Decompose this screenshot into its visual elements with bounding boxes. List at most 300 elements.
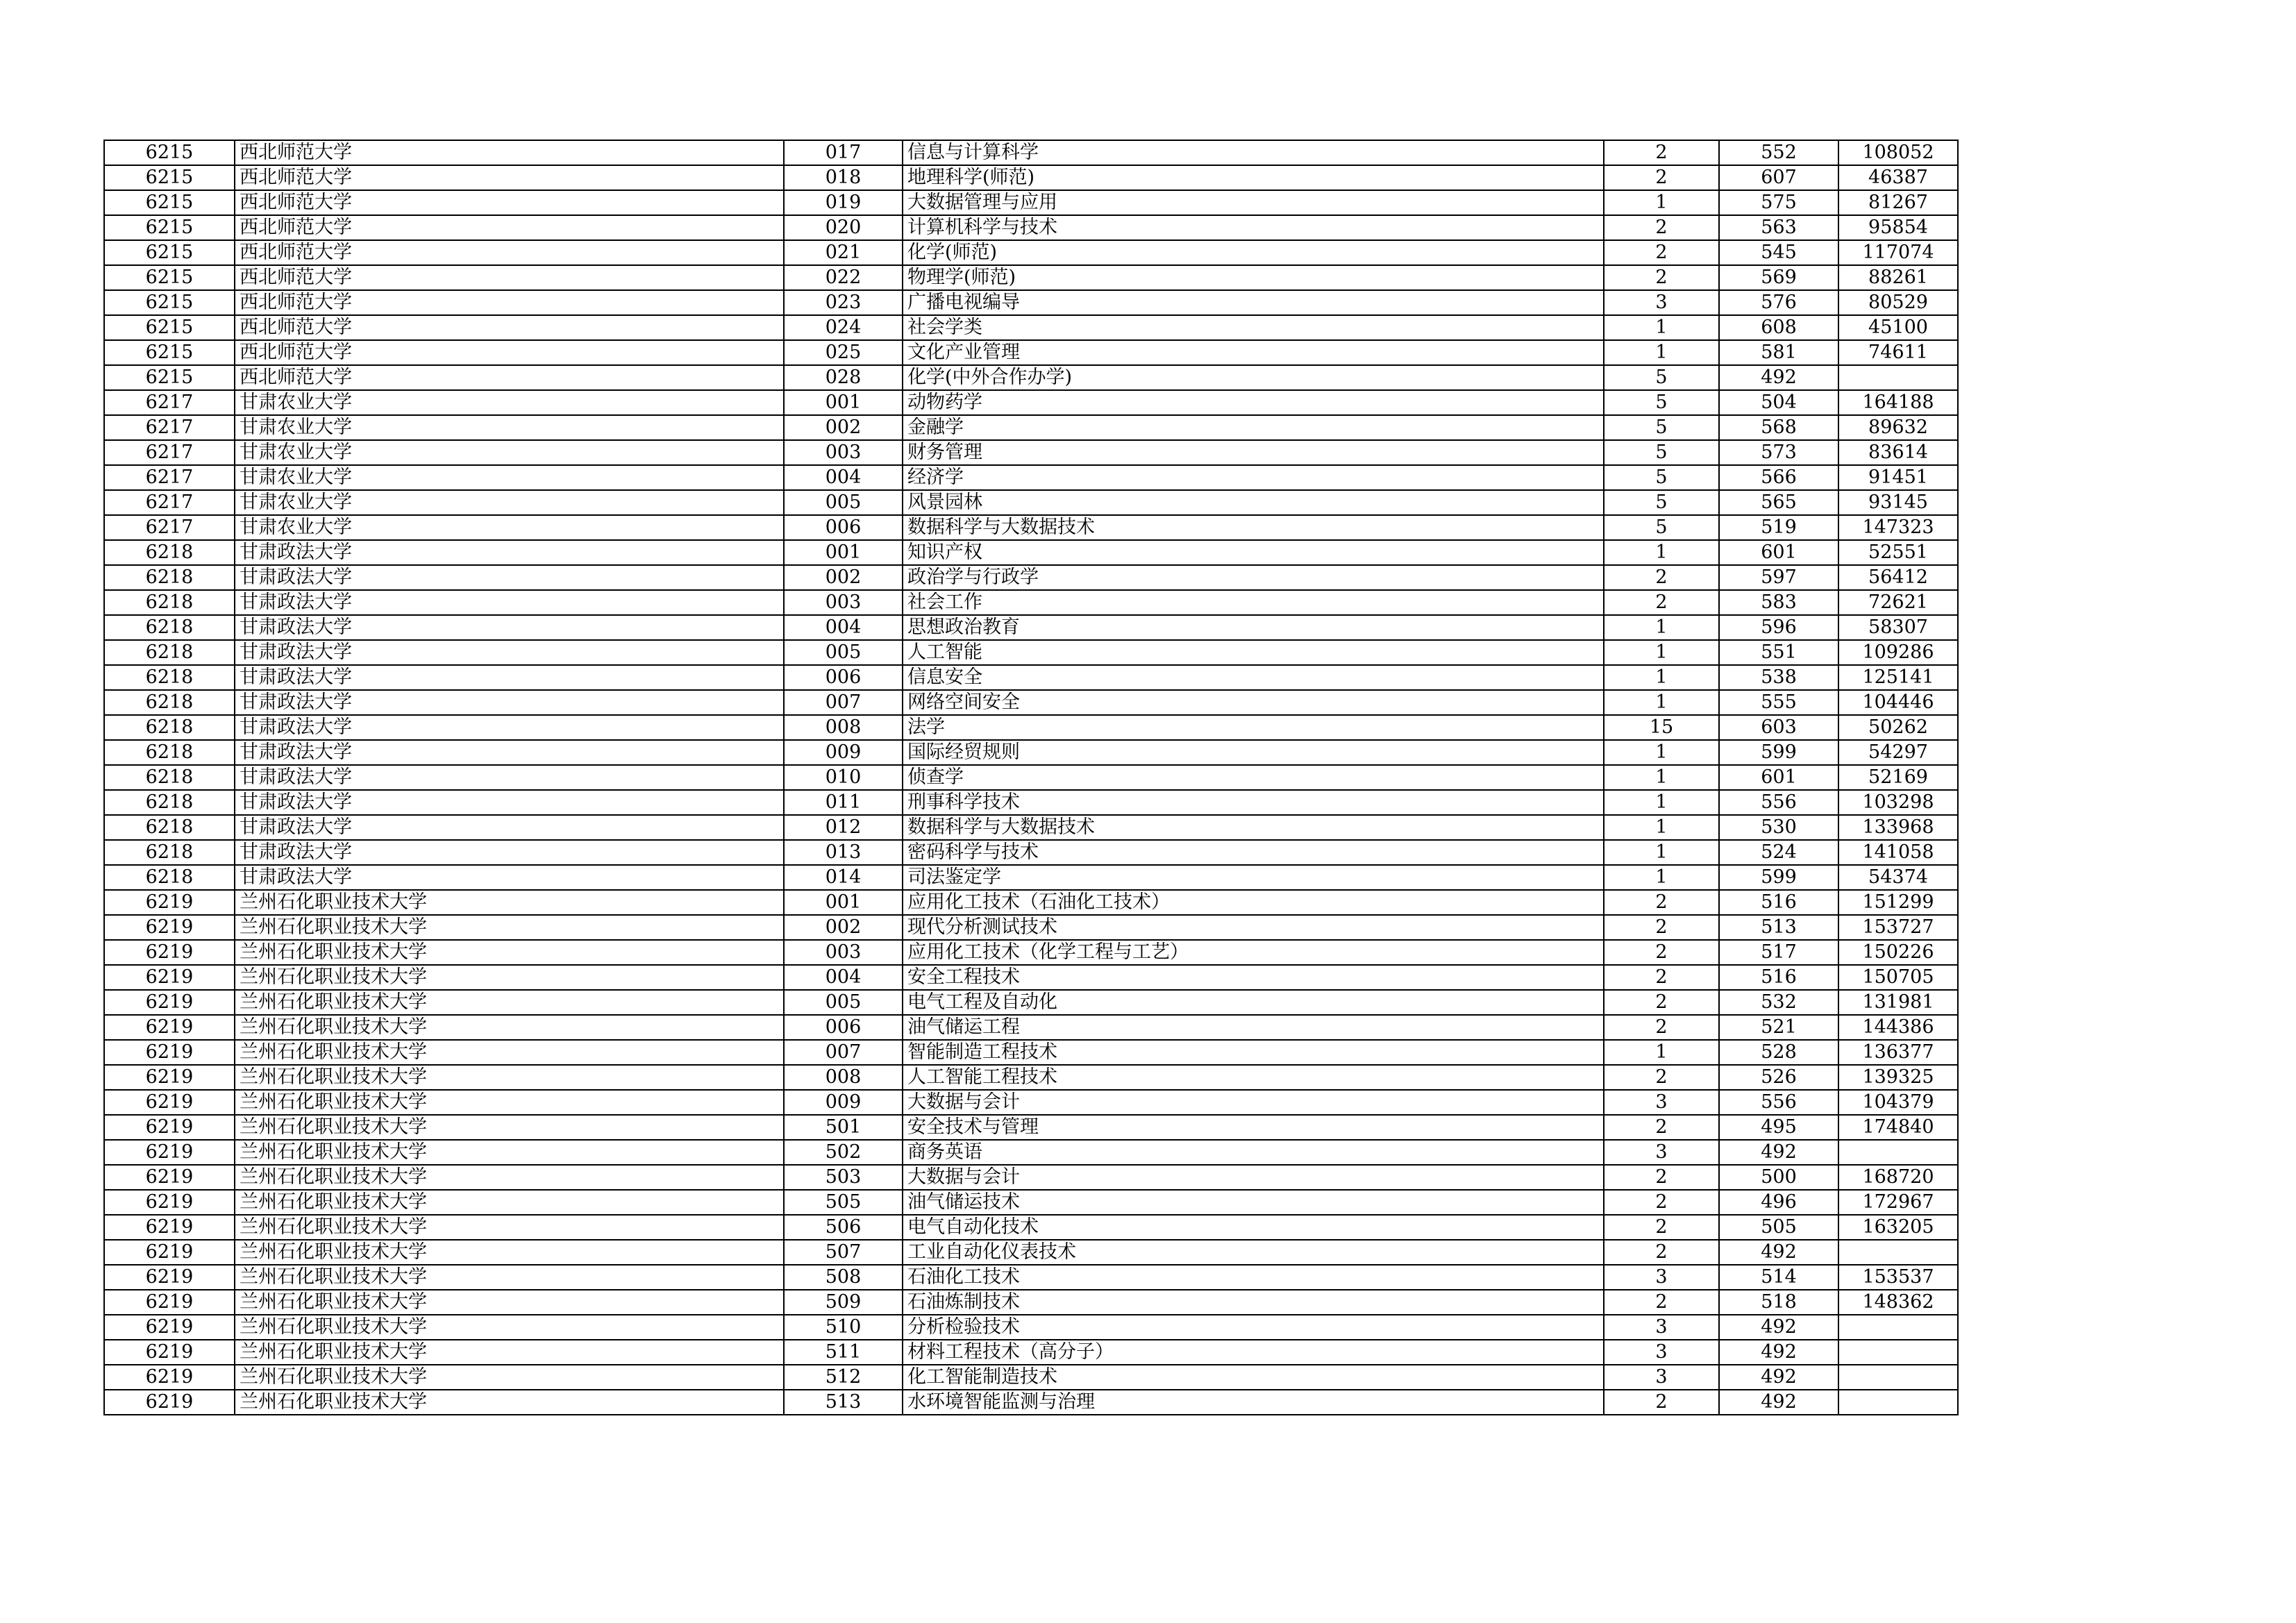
major-name-cell: 数据科学与大数据技术 [903,815,1604,840]
table-row [104,240,1958,265]
major-code-cell: 005 [784,490,903,515]
plan-count-cell: 1 [1604,315,1719,340]
school-code-cell: 6217 [104,390,235,415]
major-code-cell: 513 [784,1390,903,1415]
major-name-cell: 计算机科学与技术 [903,215,1604,240]
major-name-cell: 应用化工技术（石油化工技术） [903,890,1604,915]
major-name-cell: 金融学 [903,415,1604,440]
major-code-cell: 507 [784,1240,903,1265]
school-name-cell: 兰州石化职业技术大学 [235,1215,784,1240]
min-score-cell: 563 [1719,215,1838,240]
school-code-cell: 6219 [104,1390,235,1415]
major-code-cell: 001 [784,390,903,415]
rank-cell: 72621 [1838,590,1958,615]
school-code-cell: 6217 [104,415,235,440]
major-code-cell: 502 [784,1140,903,1165]
school-code-cell: 6219 [104,965,235,990]
school-code-cell: 6215 [104,215,235,240]
school-code-cell: 6219 [104,1165,235,1190]
major-code-cell: 006 [784,1015,903,1040]
major-name-cell: 现代分析测试技术 [903,915,1604,940]
school-name-cell: 甘肃政法大学 [235,790,784,815]
plan-count-cell: 1 [1604,690,1719,715]
major-name-cell: 思想政治教育 [903,615,1604,640]
school-name-cell: 甘肃政法大学 [235,740,784,765]
school-name-cell: 甘肃政法大学 [235,565,784,590]
school-code-cell: 6219 [104,1315,235,1340]
min-score-cell: 573 [1719,440,1838,465]
table-row [104,515,1958,540]
school-code-cell: 6217 [104,490,235,515]
school-code-cell: 6218 [104,640,235,665]
min-score-cell: 599 [1719,865,1838,890]
table-row [104,840,1958,865]
school-code-cell: 6219 [104,940,235,965]
min-score-cell: 504 [1719,390,1838,415]
min-score-cell: 495 [1719,1115,1838,1140]
rank-cell [1838,1340,1958,1365]
school-name-cell: 兰州石化职业技术大学 [235,940,784,965]
rank-cell: 46387 [1838,165,1958,190]
major-name-cell: 数据科学与大数据技术 [903,515,1604,540]
min-score-cell: 603 [1719,715,1838,740]
school-code-cell: 6219 [104,1365,235,1390]
table-row [104,690,1958,715]
rank-cell: 58307 [1838,615,1958,640]
plan-count-cell: 2 [1604,965,1719,990]
rank-cell [1838,1140,1958,1165]
school-name-cell: 西北师范大学 [235,290,784,315]
rank-cell: 52169 [1838,765,1958,790]
school-name-cell: 兰州石化职业技术大学 [235,1240,784,1265]
major-code-cell: 506 [784,1215,903,1240]
major-name-cell: 密码科学与技术 [903,840,1604,865]
plan-count-cell: 1 [1604,790,1719,815]
major-code-cell: 019 [784,190,903,215]
major-name-cell: 司法鉴定学 [903,865,1604,890]
min-score-cell: 492 [1719,1140,1838,1165]
plan-count-cell: 2 [1604,165,1719,190]
major-code-cell: 018 [784,165,903,190]
major-code-cell: 002 [784,415,903,440]
plan-count-cell: 2 [1604,1015,1719,1040]
plan-count-cell: 2 [1604,240,1719,265]
table-row [104,740,1958,765]
min-score-cell: 516 [1719,965,1838,990]
major-name-cell: 油气储运技术 [903,1190,1604,1215]
table-row [104,1040,1958,1065]
rank-cell: 80529 [1838,290,1958,315]
min-score-cell: 524 [1719,840,1838,865]
min-score-cell: 601 [1719,765,1838,790]
plan-count-cell: 3 [1604,1365,1719,1390]
rank-cell: 141058 [1838,840,1958,865]
school-name-cell: 甘肃政法大学 [235,715,784,740]
major-name-cell: 化学(师范) [903,240,1604,265]
table-row [104,915,1958,940]
major-code-cell: 023 [784,290,903,315]
table-row [104,590,1958,615]
school-code-cell: 6218 [104,690,235,715]
min-score-cell: 556 [1719,1090,1838,1115]
rank-cell: 56412 [1838,565,1958,590]
major-name-cell: 广播电视编导 [903,290,1604,315]
school-code-cell: 6217 [104,515,235,540]
rank-cell [1838,365,1958,390]
rank-cell: 89632 [1838,415,1958,440]
major-code-cell: 003 [784,440,903,465]
rank-cell: 83614 [1838,440,1958,465]
school-code-cell: 6218 [104,665,235,690]
school-name-cell: 甘肃农业大学 [235,390,784,415]
major-code-cell: 028 [784,365,903,390]
major-name-cell: 动物药学 [903,390,1604,415]
school-name-cell: 甘肃农业大学 [235,515,784,540]
school-name-cell: 甘肃政法大学 [235,765,784,790]
table-row [104,715,1958,740]
major-code-cell: 005 [784,990,903,1015]
min-score-cell: 608 [1719,315,1838,340]
major-name-cell: 人工智能 [903,640,1604,665]
plan-count-cell: 1 [1604,340,1719,365]
major-code-cell: 503 [784,1165,903,1190]
rank-cell: 174840 [1838,1115,1958,1140]
rank-cell: 109286 [1838,640,1958,665]
table-row [104,340,1958,365]
plan-count-cell: 2 [1604,565,1719,590]
min-score-cell: 551 [1719,640,1838,665]
table-row [104,1115,1958,1140]
rank-cell: 148362 [1838,1290,1958,1315]
major-code-cell: 004 [784,465,903,490]
rank-cell: 131981 [1838,990,1958,1015]
major-code-cell: 512 [784,1365,903,1390]
min-score-cell: 566 [1719,465,1838,490]
school-name-cell: 兰州石化职业技术大学 [235,1315,784,1340]
table-row [104,640,1958,665]
plan-count-cell: 3 [1604,1090,1719,1115]
plan-count-cell: 5 [1604,415,1719,440]
plan-count-cell: 2 [1604,1240,1719,1265]
school-code-cell: 6215 [104,315,235,340]
school-name-cell: 兰州石化职业技术大学 [235,1265,784,1290]
school-name-cell: 甘肃政法大学 [235,665,784,690]
school-code-cell: 6215 [104,140,235,165]
school-code-cell: 6219 [104,1090,235,1115]
table-row [104,565,1958,590]
rank-cell: 151299 [1838,890,1958,915]
plan-count-cell: 1 [1604,740,1719,765]
table-row [104,315,1958,340]
plan-count-cell: 2 [1604,140,1719,165]
min-score-cell: 492 [1719,1315,1838,1340]
school-name-cell: 兰州石化职业技术大学 [235,1065,784,1090]
school-code-cell: 6215 [104,190,235,215]
plan-count-cell: 1 [1604,765,1719,790]
major-code-cell: 007 [784,690,903,715]
school-name-cell: 甘肃政法大学 [235,615,784,640]
major-code-cell: 009 [784,740,903,765]
school-name-cell: 兰州石化职业技术大学 [235,1090,784,1115]
min-score-cell: 569 [1719,265,1838,290]
school-name-cell: 兰州石化职业技术大学 [235,990,784,1015]
major-name-cell: 油气储运工程 [903,1015,1604,1040]
major-name-cell: 安全工程技术 [903,965,1604,990]
rank-cell [1838,1315,1958,1340]
plan-count-cell: 1 [1604,815,1719,840]
major-code-cell: 006 [784,665,903,690]
school-code-cell: 6219 [104,1190,235,1215]
major-code-cell: 003 [784,940,903,965]
table-row [104,965,1958,990]
major-name-cell: 商务英语 [903,1140,1604,1165]
major-name-cell: 财务管理 [903,440,1604,465]
school-name-cell: 兰州石化职业技术大学 [235,890,784,915]
plan-count-cell: 2 [1604,265,1719,290]
min-score-cell: 575 [1719,190,1838,215]
rank-cell: 50262 [1838,715,1958,740]
min-score-cell: 538 [1719,665,1838,690]
major-name-cell: 地理科学(师范) [903,165,1604,190]
plan-count-cell: 1 [1604,840,1719,865]
plan-count-cell: 2 [1604,990,1719,1015]
min-score-cell: 583 [1719,590,1838,615]
plan-count-cell: 5 [1604,390,1719,415]
table-row [104,1090,1958,1115]
rank-cell: 54374 [1838,865,1958,890]
rank-cell: 139325 [1838,1065,1958,1090]
major-code-cell: 508 [784,1265,903,1290]
rank-cell: 150226 [1838,940,1958,965]
min-score-cell: 599 [1719,740,1838,765]
major-name-cell: 信息安全 [903,665,1604,690]
school-code-cell: 6219 [104,1340,235,1365]
plan-count-cell: 2 [1604,590,1719,615]
major-name-cell: 风景园林 [903,490,1604,515]
school-code-cell: 6218 [104,715,235,740]
min-score-cell: 492 [1719,1390,1838,1415]
table-row [104,1140,1958,1165]
rank-cell [1838,1365,1958,1390]
school-code-cell: 6219 [104,1215,235,1240]
major-name-cell: 大数据管理与应用 [903,190,1604,215]
min-score-cell: 505 [1719,1215,1838,1240]
table-row [104,1240,1958,1265]
school-name-cell: 甘肃农业大学 [235,440,784,465]
school-code-cell: 6219 [104,1265,235,1290]
table-row [104,215,1958,240]
plan-count-cell: 2 [1604,1115,1719,1140]
min-score-cell: 607 [1719,165,1838,190]
rank-cell: 150705 [1838,965,1958,990]
min-score-cell: 521 [1719,1015,1838,1040]
school-name-cell: 西北师范大学 [235,365,784,390]
major-name-cell: 人工智能工程技术 [903,1065,1604,1090]
table-row [104,140,1958,165]
school-code-cell: 6215 [104,240,235,265]
min-score-cell: 597 [1719,565,1838,590]
table-row [104,265,1958,290]
major-name-cell: 石油化工技术 [903,1265,1604,1290]
table-row [104,540,1958,565]
major-code-cell: 020 [784,215,903,240]
school-name-cell: 西北师范大学 [235,340,784,365]
school-code-cell: 6215 [104,165,235,190]
plan-count-cell: 1 [1604,190,1719,215]
major-name-cell: 化学(中外合作办学) [903,365,1604,390]
table-row [104,1065,1958,1090]
min-score-cell: 492 [1719,365,1838,390]
major-code-cell: 021 [784,240,903,265]
major-name-cell: 法学 [903,715,1604,740]
rank-cell: 108052 [1838,140,1958,165]
table-row [104,1165,1958,1190]
rank-cell: 104379 [1838,1090,1958,1115]
major-code-cell: 008 [784,715,903,740]
rank-cell: 125141 [1838,665,1958,690]
table-row [104,440,1958,465]
min-score-cell: 556 [1719,790,1838,815]
table-row [104,490,1958,515]
min-score-cell: 516 [1719,890,1838,915]
school-name-cell: 西北师范大学 [235,315,784,340]
major-code-cell: 003 [784,590,903,615]
table-row [104,415,1958,440]
school-code-cell: 6219 [104,1015,235,1040]
rank-cell: 103298 [1838,790,1958,815]
school-code-cell: 6219 [104,1115,235,1140]
major-name-cell: 大数据与会计 [903,1165,1604,1190]
major-name-cell: 电气自动化技术 [903,1215,1604,1240]
major-code-cell: 010 [784,765,903,790]
rank-cell: 91451 [1838,465,1958,490]
major-name-cell: 应用化工技术（化学工程与工艺） [903,940,1604,965]
min-score-cell: 513 [1719,915,1838,940]
plan-count-cell: 3 [1604,1340,1719,1365]
rank-cell: 168720 [1838,1165,1958,1190]
rank-cell: 45100 [1838,315,1958,340]
school-name-cell: 兰州石化职业技术大学 [235,965,784,990]
rank-cell: 147323 [1838,515,1958,540]
rank-cell: 93145 [1838,490,1958,515]
major-code-cell: 006 [784,515,903,540]
rank-cell [1838,1240,1958,1265]
school-code-cell: 6217 [104,440,235,465]
plan-count-cell: 3 [1604,1140,1719,1165]
min-score-cell: 492 [1719,1240,1838,1265]
rank-cell: 104446 [1838,690,1958,715]
school-name-cell: 西北师范大学 [235,165,784,190]
table-row [104,390,1958,415]
min-score-cell: 596 [1719,615,1838,640]
major-code-cell: 511 [784,1340,903,1365]
major-code-cell: 001 [784,890,903,915]
plan-count-cell: 1 [1604,540,1719,565]
min-score-cell: 514 [1719,1265,1838,1290]
min-score-cell: 517 [1719,940,1838,965]
major-name-cell: 知识产权 [903,540,1604,565]
major-name-cell: 电气工程及自动化 [903,990,1604,1015]
table-row [104,940,1958,965]
major-code-cell: 002 [784,915,903,940]
school-name-cell: 甘肃政法大学 [235,640,784,665]
major-name-cell: 物理学(师范) [903,265,1604,290]
min-score-cell: 545 [1719,240,1838,265]
major-name-cell: 刑事科学技术 [903,790,1604,815]
table-row [104,165,1958,190]
school-name-cell: 甘肃政法大学 [235,815,784,840]
school-code-cell: 6219 [104,890,235,915]
school-name-cell: 西北师范大学 [235,240,784,265]
major-code-cell: 008 [784,1065,903,1090]
major-code-cell: 004 [784,615,903,640]
rank-cell [1838,1390,1958,1415]
table-row [104,1215,1958,1240]
school-name-cell: 甘肃政法大学 [235,590,784,615]
table-row [104,790,1958,815]
min-score-cell: 518 [1719,1290,1838,1315]
school-code-cell: 6218 [104,615,235,640]
major-code-cell: 007 [784,1040,903,1065]
table-row [104,1390,1958,1415]
major-code-cell: 501 [784,1115,903,1140]
school-code-cell: 6217 [104,465,235,490]
major-name-cell: 石油炼制技术 [903,1290,1604,1315]
major-code-cell: 024 [784,315,903,340]
plan-count-cell: 5 [1604,490,1719,515]
school-name-cell: 西北师范大学 [235,215,784,240]
major-name-cell: 分析检验技术 [903,1315,1604,1340]
school-code-cell: 6218 [104,840,235,865]
school-name-cell: 西北师范大学 [235,190,784,215]
major-code-cell: 011 [784,790,903,815]
plan-count-cell: 2 [1604,890,1719,915]
admission-table [103,140,1959,1415]
major-code-cell: 022 [784,265,903,290]
major-code-cell: 004 [784,965,903,990]
plan-count-cell: 1 [1604,865,1719,890]
major-code-cell: 005 [784,640,903,665]
major-name-cell: 大数据与会计 [903,1090,1604,1115]
school-code-cell: 6219 [104,1065,235,1090]
table-body [104,140,1958,1415]
school-code-cell: 6219 [104,915,235,940]
min-score-cell: 530 [1719,815,1838,840]
school-code-cell: 6218 [104,765,235,790]
school-code-cell: 6219 [104,990,235,1015]
table-row [104,1190,1958,1215]
min-score-cell: 576 [1719,290,1838,315]
plan-count-cell: 2 [1604,1215,1719,1240]
plan-count-cell: 2 [1604,215,1719,240]
major-code-cell: 509 [784,1290,903,1315]
school-code-cell: 6219 [104,1140,235,1165]
table-row [104,765,1958,790]
min-score-cell: 552 [1719,140,1838,165]
plan-count-cell: 2 [1604,1065,1719,1090]
plan-count-cell: 5 [1604,515,1719,540]
rank-cell: 117074 [1838,240,1958,265]
major-name-cell: 经济学 [903,465,1604,490]
major-name-cell: 智能制造工程技术 [903,1040,1604,1065]
school-name-cell: 西北师范大学 [235,140,784,165]
major-code-cell: 025 [784,340,903,365]
rank-cell: 52551 [1838,540,1958,565]
min-score-cell: 496 [1719,1190,1838,1215]
table-row [104,1365,1958,1390]
plan-count-cell: 2 [1604,1190,1719,1215]
school-name-cell: 兰州石化职业技术大学 [235,1340,784,1365]
